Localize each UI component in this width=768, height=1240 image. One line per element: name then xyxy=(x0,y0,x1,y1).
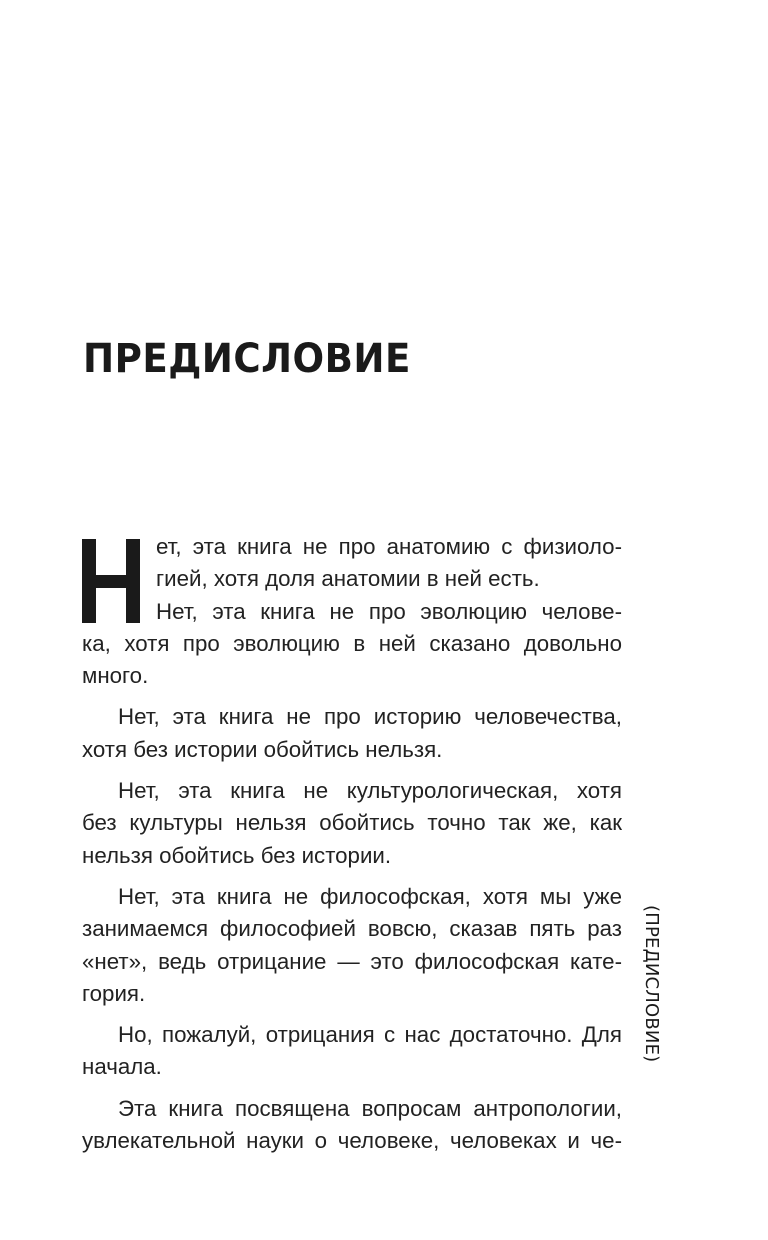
drop-cap xyxy=(82,539,140,623)
text-line: много. xyxy=(82,663,149,689)
paragraph-gap xyxy=(82,1084,622,1093)
paragraph-5 xyxy=(82,1019,622,1084)
paragraph-gap xyxy=(82,692,622,701)
paragraph-gap xyxy=(82,1010,622,1019)
text-line: Нет, эта книга не культурологическая, хотя xyxy=(118,778,622,804)
text-line: занимаемся философией вовсю, сказав пять раз xyxy=(82,916,622,942)
paragraph-gap xyxy=(82,766,622,775)
text-line: Эта книга посвящена вопросам антропологии, xyxy=(118,1095,622,1121)
text-line: нельзя обойтись без истории. xyxy=(82,842,392,868)
body-text xyxy=(82,531,622,1157)
paragraph-4 xyxy=(82,881,622,1010)
text-line: начала. xyxy=(82,1054,162,1080)
running-head-label: (ПРЕДИСЛОВИЕ) xyxy=(641,905,662,1063)
text-line: хотя без истории обойтись нельзя. xyxy=(82,736,443,762)
text-line: ет, эта книга не про анатомию с физиоло- xyxy=(156,534,622,559)
drop-cap-right-stem xyxy=(126,539,140,623)
text-line: увлекательной науки о человеке, человеках и че- xyxy=(82,1128,622,1154)
text-line: гией, хотя доля анатомии в ней есть. xyxy=(156,566,540,592)
text-line: «нет», ведь отрицание — это философская кате- xyxy=(82,948,622,974)
paragraph-3 xyxy=(82,775,622,872)
paragraph-gap xyxy=(82,872,622,881)
text-line: без культуры нельзя обойтись точно так же, как xyxy=(82,810,622,836)
text-line: Нет, эта книга не про историю человечества, xyxy=(118,704,622,730)
text-line: ка, хотя про эволюцию в ней сказано довольно xyxy=(82,630,622,656)
running-head xyxy=(641,905,677,1075)
paragraph-2 xyxy=(82,701,622,766)
text-line: гория. xyxy=(82,980,146,1006)
text-line: Но, пожалуй, отрицания с нас достаточно. Для xyxy=(118,1022,622,1048)
paragraph-1 xyxy=(82,531,622,692)
text-line: Нет, эта книга не про эволюцию челове- xyxy=(156,598,622,624)
text-line: Нет, эта книга не философская, хотя мы уже xyxy=(118,883,622,909)
paragraph-6 xyxy=(82,1093,622,1158)
chapter-title: ПРЕДИСЛОВИЕ xyxy=(83,336,411,382)
